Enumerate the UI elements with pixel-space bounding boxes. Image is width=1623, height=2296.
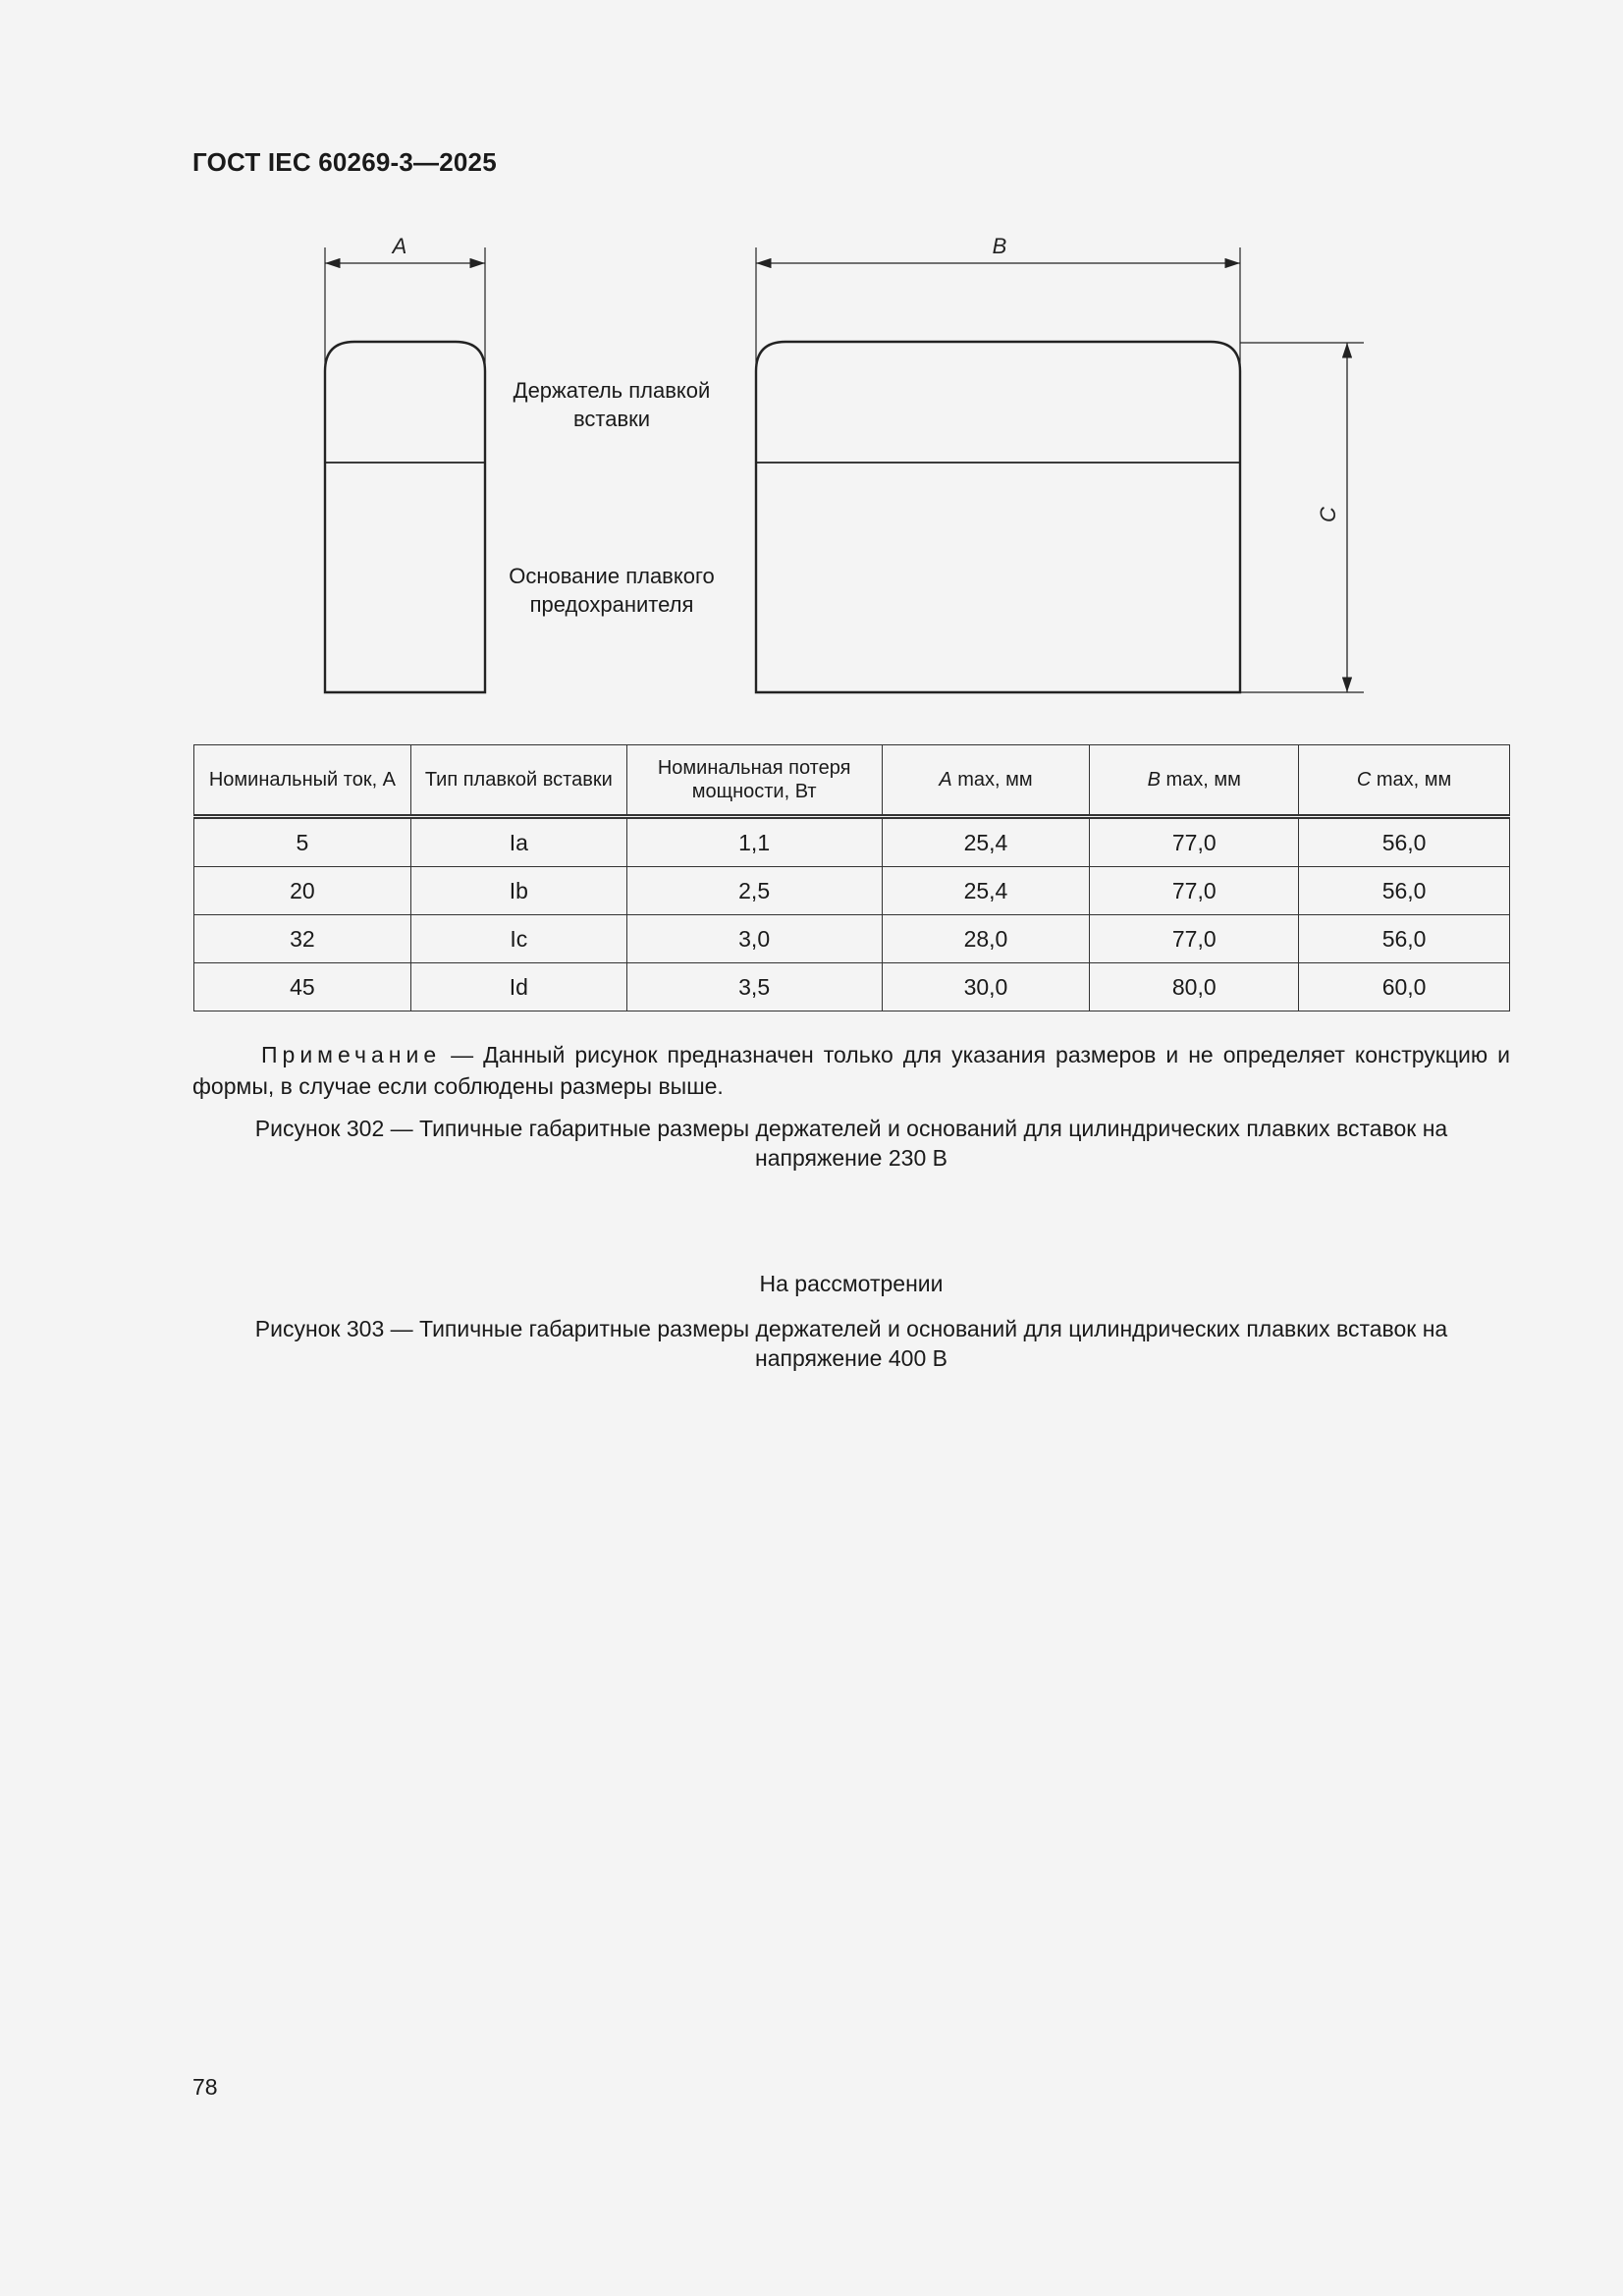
header-rated-current: Номинальный ток, А: [194, 745, 411, 817]
cell-rated-current: 45: [194, 963, 411, 1011]
cell-b-max: 77,0: [1090, 817, 1299, 867]
cell-a-max: 25,4: [882, 867, 1090, 915]
page-number: 78: [192, 2074, 218, 2100]
large-holder-outline: [756, 342, 1240, 692]
figure-note: [192, 1039, 1510, 1102]
cell-power-dissipation: 3,5: [626, 963, 882, 1011]
cell-rated-current: 32: [194, 915, 411, 963]
cell-c-max: 56,0: [1299, 915, 1510, 963]
table-row: [194, 867, 1510, 915]
header-rated-power-dissipation: Номинальная потеря мощности, Вт: [626, 745, 882, 817]
cell-a-max: 30,0: [882, 963, 1090, 1011]
cell-power-dissipation: 2,5: [626, 867, 882, 915]
cell-power-dissipation: 1,1: [626, 817, 882, 867]
dim-c-label: C: [1316, 507, 1340, 522]
table-row: [194, 963, 1510, 1011]
header-fuse-link-type: Тип плавкой вставки: [410, 745, 626, 817]
note-text: — Данный рисунок предназначен только для указания размеров и не определяет конструкцию и формы, в случае если соблюдены размеры выше.: [192, 1042, 1510, 1099]
cell-a-max: 25,4: [882, 817, 1090, 867]
cell-a-max: 28,0: [882, 915, 1090, 963]
figure-303-caption: Рисунок 303 — Типичные габаритные размеры держателей и оснований для цилиндрических плавких вставок на напряжение 400 В: [254, 1316, 1448, 1371]
cell-b-max: 80,0: [1090, 963, 1299, 1011]
cell-c-max: 56,0: [1299, 867, 1510, 915]
cell-rated-current: 5: [194, 817, 411, 867]
base-label: Основание плавкого предохранителя: [509, 564, 715, 617]
cell-fuse-link-type: Ia: [410, 817, 626, 867]
cell-b-max: 77,0: [1090, 867, 1299, 915]
header-b-max: B max, мм: [1090, 745, 1299, 817]
cell-fuse-link-type: Ib: [410, 867, 626, 915]
fuse-holder-drawing: [0, 0, 1623, 727]
cell-power-dissipation: 3,0: [626, 915, 882, 963]
small-holder-outline: [325, 342, 485, 692]
table-header-row: [194, 745, 1510, 817]
cell-rated-current: 20: [194, 867, 411, 915]
table-row: [194, 817, 1510, 867]
dim-b-label: B: [992, 234, 1007, 258]
cell-c-max: 60,0: [1299, 963, 1510, 1011]
cell-b-max: 77,0: [1090, 915, 1299, 963]
note-label: Примечание: [261, 1042, 442, 1067]
cell-c-max: 56,0: [1299, 817, 1510, 867]
header-a-max: A max, мм: [882, 745, 1090, 817]
figure-302-caption: Рисунок 302 — Типичные габаритные размеры держателей и оснований для цилиндрических плавких вставок на напряжение 230 В: [254, 1116, 1448, 1171]
cell-fuse-link-type: Ic: [410, 915, 626, 963]
cell-fuse-link-type: Id: [410, 963, 626, 1011]
table-row: [194, 915, 1510, 963]
dimensions-table: [193, 744, 1510, 1011]
holder-label: Держатель плавкой вставки: [513, 378, 711, 431]
header-c-max: C max, мм: [1299, 745, 1510, 817]
dim-a-label: A: [392, 234, 407, 258]
document-header: ГОСТ IEC 60269-3—2025: [192, 147, 497, 177]
under-review-text: На рассмотрении: [759, 1271, 944, 1296]
